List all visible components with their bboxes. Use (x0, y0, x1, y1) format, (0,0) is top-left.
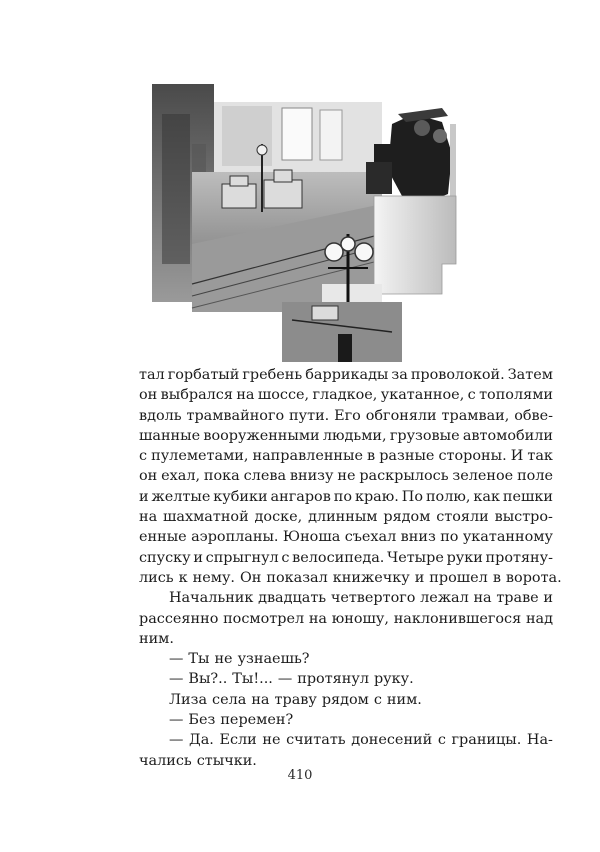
text-line: шанные вооруженными людьми, грузовые автомобили (139, 427, 553, 444)
photomontage-illustration (152, 84, 456, 362)
body-text (139, 365, 562, 771)
text-line: — Ты не узнаешь? (169, 651, 310, 668)
text-line: он ехал, пока слева внизу не раскрылось зеленое поле (139, 468, 553, 485)
page-number: 410 (287, 768, 313, 783)
text-line: тал горбатый гребень баррикады за проволокой. Затем (139, 367, 553, 383)
text-line: — Вы?.. Ты!... — протянул руку. (169, 671, 414, 688)
text-line: лись к нему. Он показал книжечку и прошел в ворота. (139, 569, 562, 586)
text-line: ним. (139, 630, 174, 647)
text-line: вдоль трамвайного пути. Его обгоняли трамваи, обве- (139, 407, 553, 424)
text-line: — Без перемен? (169, 712, 294, 729)
text-line: и желтые кубики ангаров по краю. По полю, как пешки (139, 488, 553, 505)
text-line: он выбрался на шоссе, гладкое, укатанное, с тополями (139, 387, 553, 404)
text-line: чались стычки. (139, 752, 257, 769)
text-line: с пулеметами, направленные в разные стороны. И так (139, 448, 553, 465)
text-line: енные аэропланы. Юноша съехал вниз по укатанному (139, 529, 553, 546)
text-line: Лиза села на траву рядом с ним. (169, 691, 422, 708)
text-line: на шахматной доске, длинным рядом стояли выстро- (139, 509, 553, 526)
text-line: — Да. Если не считать донесений с границы. На- (169, 732, 553, 749)
text-line: Начальник двадцать четвертого лежал на траве и (169, 590, 553, 607)
text-line: рассеянно посмотрел на юношу, наклонившегося над (139, 610, 553, 627)
text-line: спуску и спрыгнул с велосипеда. Четыре руки протяну- (139, 549, 553, 566)
